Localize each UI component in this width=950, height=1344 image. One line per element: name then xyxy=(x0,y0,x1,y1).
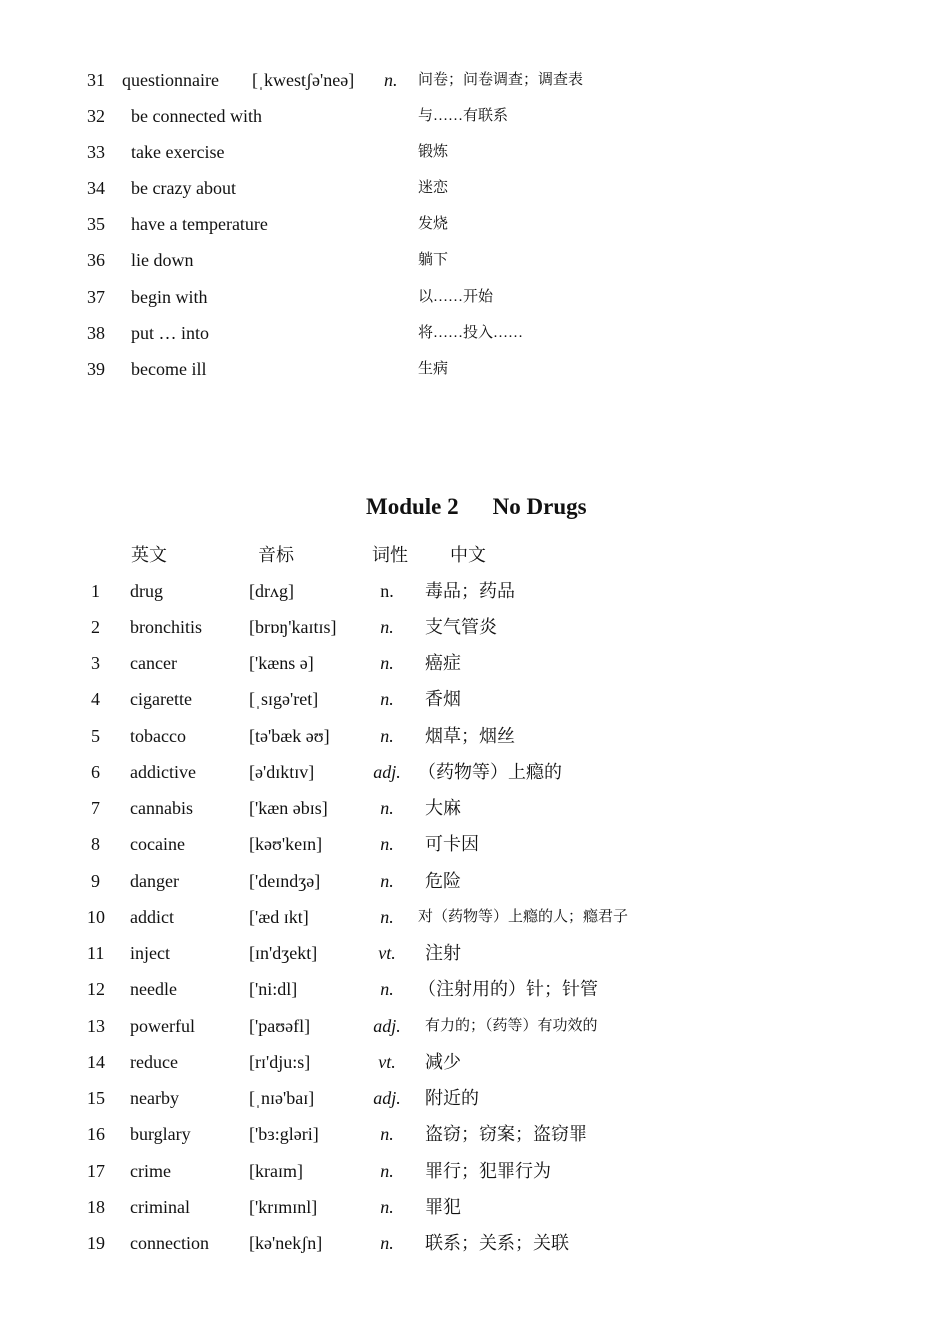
chinese-meaning: 罪行；犯罪行为 xyxy=(425,1161,551,1181)
part-of-speech: n. xyxy=(380,1233,394,1253)
header-english: 英文 xyxy=(131,545,167,565)
chinese-meaning: 香烟 xyxy=(425,689,461,709)
phonetic: ['krɪmɪnl] xyxy=(249,1197,318,1217)
chinese-meaning: 将……投入…… xyxy=(418,325,524,341)
chinese-meaning: 癌症 xyxy=(425,653,461,673)
phonetic: ['bɜ:gləri] xyxy=(249,1124,319,1144)
module-label: Module 2 xyxy=(366,494,459,519)
table-row xyxy=(0,938,950,968)
table-row xyxy=(0,245,950,275)
chinese-meaning: 对（药物等）上瘾的人；瘾君子 xyxy=(418,909,629,925)
chinese-meaning: 锻炼 xyxy=(418,144,449,160)
row-number: 19 xyxy=(87,1233,105,1253)
phonetic: [kəʊ'keɪn] xyxy=(249,834,323,854)
english-term: burglary xyxy=(130,1124,191,1144)
header-chinese: 中文 xyxy=(450,545,486,565)
chinese-meaning: 支气管炎 xyxy=(425,617,497,637)
english-term: questionnaire xyxy=(122,70,219,90)
part-of-speech: vt. xyxy=(378,943,396,963)
table-row xyxy=(0,1228,950,1258)
chinese-meaning: 附近的 xyxy=(425,1088,479,1108)
phonetic: ['paʊəfl] xyxy=(249,1016,311,1036)
english-term: criminal xyxy=(130,1197,190,1217)
english-term: take exercise xyxy=(131,142,225,162)
row-number: 14 xyxy=(87,1052,105,1072)
table-row xyxy=(0,318,950,348)
chinese-meaning: 盗窃；窃案；盗窃罪 xyxy=(425,1124,587,1144)
phonetic: [rɪ'dju:s] xyxy=(249,1052,311,1072)
english-term: tobacco xyxy=(130,726,186,746)
row-number: 9 xyxy=(91,871,100,891)
table-row xyxy=(0,757,950,787)
table-row xyxy=(0,282,950,312)
table-row xyxy=(0,173,950,203)
table-row xyxy=(0,1156,950,1186)
table-row xyxy=(0,866,950,896)
phonetic: [tə'bæk əʊ] xyxy=(249,726,330,746)
header-part-of-speech: 词性 xyxy=(372,545,408,565)
english-term: be crazy about xyxy=(131,178,236,198)
chinese-meaning: 生病 xyxy=(418,361,449,377)
phonetic: [ɪn'dʒekt] xyxy=(249,943,318,963)
phonetic: ['æd ɪkt] xyxy=(249,907,309,927)
english-term: needle xyxy=(130,979,177,999)
english-term: cigarette xyxy=(130,689,192,709)
row-number: 10 xyxy=(87,907,105,927)
row-number: 5 xyxy=(91,726,100,746)
part-of-speech: n. xyxy=(380,979,394,999)
chinese-meaning: 烟草；烟丝 xyxy=(425,726,515,746)
chinese-meaning: 罪犯 xyxy=(425,1197,461,1217)
row-number: 16 xyxy=(87,1124,105,1144)
table-row xyxy=(0,1011,950,1041)
chinese-meaning: 发烧 xyxy=(418,216,449,232)
table-row xyxy=(0,209,950,239)
part-of-speech: adj. xyxy=(373,1016,401,1036)
phonetic: [ə'dɪktɪv] xyxy=(249,762,315,782)
table-row xyxy=(0,1192,950,1222)
english-term: nearby xyxy=(130,1088,179,1108)
part-of-speech: n. xyxy=(380,907,394,927)
chinese-meaning: （药物等）上瘾的 xyxy=(418,762,562,782)
phonetic: [ˌnɪə'baɪ] xyxy=(249,1088,315,1108)
row-number: 2 xyxy=(91,617,100,637)
module-title xyxy=(366,490,587,524)
row-number: 13 xyxy=(87,1016,105,1036)
row-number: 18 xyxy=(87,1197,105,1217)
table-header xyxy=(0,540,950,570)
row-number: 6 xyxy=(91,762,100,782)
chinese-meaning: 以……开始 xyxy=(418,289,494,305)
english-term: inject xyxy=(130,943,170,963)
row-number: 8 xyxy=(91,834,100,854)
table-row xyxy=(0,829,950,859)
chinese-meaning: 减少 xyxy=(425,1052,461,1072)
table-row xyxy=(0,576,950,606)
english-term: cannabis xyxy=(130,798,193,818)
english-term: drug xyxy=(130,581,163,601)
phonetic: [brɒŋ'kaɪtɪs] xyxy=(249,617,337,637)
chinese-meaning: 可卡因 xyxy=(425,834,479,854)
row-number: 34 xyxy=(87,178,105,198)
part-of-speech: n. xyxy=(380,834,394,854)
row-number: 4 xyxy=(91,689,100,709)
part-of-speech: n. xyxy=(380,798,394,818)
phonetic: ['kæn əbɪs] xyxy=(249,798,328,818)
chinese-meaning: 有力的；（药等）有功效的 xyxy=(425,1018,598,1034)
table-row xyxy=(0,974,950,1004)
row-number: 35 xyxy=(87,214,105,234)
phonetic: [ˌkwestʃə'neə] xyxy=(252,70,355,90)
row-number: 36 xyxy=(87,250,105,270)
english-term: crime xyxy=(130,1161,171,1181)
chinese-meaning: 联系；关系；关联 xyxy=(425,1233,569,1253)
chinese-meaning: 毒品；药品 xyxy=(425,581,515,601)
english-term: become ill xyxy=(131,359,207,379)
part-of-speech: n. xyxy=(380,1197,394,1217)
table-row xyxy=(0,684,950,714)
row-number: 3 xyxy=(91,653,100,673)
english-term: connection xyxy=(130,1233,209,1253)
english-term: addict xyxy=(130,907,174,927)
table-row xyxy=(0,101,950,131)
part-of-speech: adj. xyxy=(373,762,401,782)
english-term: be connected with xyxy=(131,106,262,126)
part-of-speech: n. xyxy=(380,726,394,746)
english-term: begin with xyxy=(131,287,208,307)
part-of-speech: n. xyxy=(380,653,394,673)
table-row xyxy=(0,1119,950,1149)
part-of-speech: vt. xyxy=(378,1052,396,1072)
phonetic: ['ni:dl] xyxy=(249,979,298,999)
table-row xyxy=(0,1083,950,1113)
part-of-speech: n. xyxy=(384,70,398,90)
chinese-meaning: 躺下 xyxy=(418,252,449,268)
part-of-speech: n. xyxy=(380,1161,394,1181)
chinese-meaning: 大麻 xyxy=(425,798,461,818)
phonetic: ['kæns ə] xyxy=(249,653,314,673)
row-number: 33 xyxy=(87,142,105,162)
row-number: 32 xyxy=(87,106,105,126)
table-row xyxy=(0,902,950,932)
chinese-meaning: 注射 xyxy=(425,943,461,963)
table-row xyxy=(0,1047,950,1077)
table-row xyxy=(0,612,950,642)
module-name: No Drugs xyxy=(492,494,587,519)
row-number: 38 xyxy=(87,323,105,343)
chinese-meaning: 问卷；问卷调查；调查表 xyxy=(418,72,584,88)
table-row xyxy=(0,648,950,678)
english-term: powerful xyxy=(130,1016,195,1036)
row-number: 37 xyxy=(87,287,105,307)
row-number: 15 xyxy=(87,1088,105,1108)
row-number: 17 xyxy=(87,1161,105,1181)
table-row xyxy=(0,137,950,167)
phonetic: [ˌsɪgə'ret] xyxy=(249,689,319,709)
table-row xyxy=(0,65,950,95)
chinese-meaning: 危险 xyxy=(425,871,461,891)
row-number: 1 xyxy=(91,581,100,601)
english-term: cocaine xyxy=(130,834,185,854)
row-number: 11 xyxy=(87,943,105,963)
part-of-speech: n. xyxy=(380,617,394,637)
phonetic: [kə'nekʃn] xyxy=(249,1233,323,1253)
chinese-meaning: 迷恋 xyxy=(418,180,449,196)
row-number: 7 xyxy=(91,798,100,818)
english-term: reduce xyxy=(130,1052,178,1072)
part-of-speech: n. xyxy=(380,1124,394,1144)
english-term: cancer xyxy=(130,653,177,673)
english-term: danger xyxy=(130,871,179,891)
english-term: bronchitis xyxy=(130,617,202,637)
row-number: 12 xyxy=(87,979,105,999)
phonetic: ['deɪndʒə] xyxy=(249,871,321,891)
english-term: put … into xyxy=(131,323,210,343)
row-number: 39 xyxy=(87,359,105,379)
english-term: addictive xyxy=(130,762,196,782)
part-of-speech: n. xyxy=(380,871,394,891)
part-of-speech: adj. xyxy=(373,1088,401,1108)
phonetic: [kraɪm] xyxy=(249,1161,303,1181)
part-of-speech: n. xyxy=(380,689,394,709)
table-row xyxy=(0,354,950,384)
english-term: lie down xyxy=(131,250,194,270)
part-of-speech: n. xyxy=(380,581,394,601)
table-row xyxy=(0,721,950,751)
chinese-meaning: （注射用的）针；针管 xyxy=(418,979,598,999)
header-phonetic: 音标 xyxy=(258,545,294,565)
table-row xyxy=(0,793,950,823)
row-number: 31 xyxy=(87,70,105,90)
chinese-meaning: 与……有联系 xyxy=(418,108,509,124)
english-term: have a temperature xyxy=(131,214,268,234)
phonetic: [drʌg] xyxy=(249,581,294,601)
